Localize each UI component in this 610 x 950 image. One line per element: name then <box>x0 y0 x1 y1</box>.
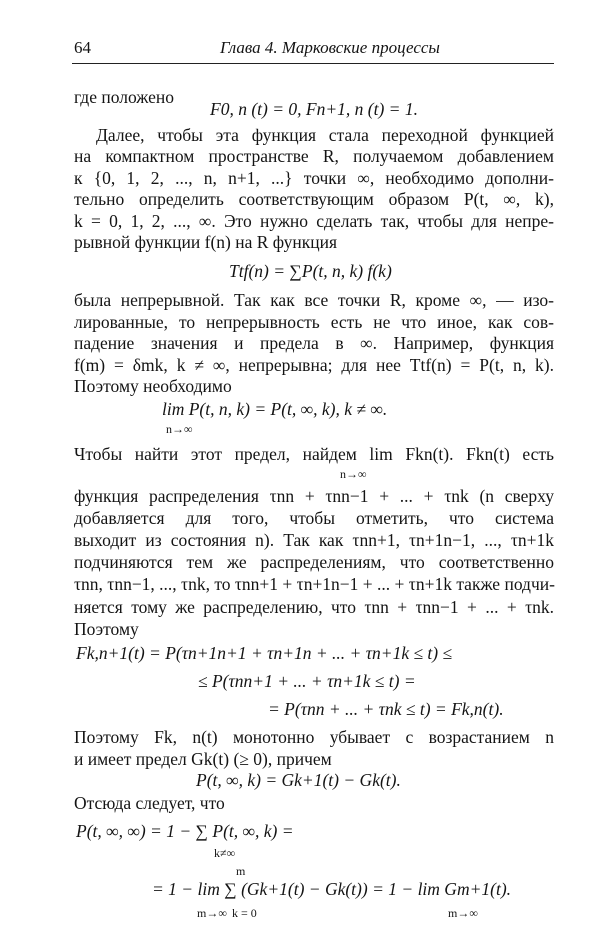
text-line: Поэтому <box>74 619 139 639</box>
formula-sum-index: k≠∞ <box>214 846 236 860</box>
page-number: 64 <box>74 38 91 57</box>
formula-limit: n→∞ <box>340 467 367 481</box>
text-line: Поэтому Fk, n(t) монотонно убывает с возрастанием n <box>74 727 554 747</box>
formula: F0, n (t) = 0, Fn+1, n (t) = 1. <box>210 99 418 119</box>
formula-sum-index: k = 0 <box>232 906 257 920</box>
text-line: няется тому же распределению, что τnn + τnn−1 + ... + τnk. <box>74 597 554 617</box>
header-rule <box>72 63 554 64</box>
text-line: где положено <box>74 87 175 107</box>
text-line: Далее, чтобы эта функция стала переходной функцией <box>96 125 554 145</box>
text-line: выходит из состояния n). Так как τnn+1, τn+1n−1, ..., τn+1k <box>74 530 554 550</box>
text-line: Чтобы найти этот предел, найдем lim Fkn(t). Fkn(t) есть <box>74 444 554 464</box>
formula: Ttf(n) = ∑P(t, n, k) f(k) <box>229 261 392 281</box>
text-line: на компактном пространстве R, получаемом добавлением <box>74 146 554 166</box>
text-line: Поэтому необходимо <box>74 376 232 396</box>
text-line: τnn, τnn−1, ..., τnk, то τnn+1 + τn+1n−1 + ... + τn+1k также подчи- <box>74 574 555 594</box>
formula: lim P(t, n, k) = P(t, ∞, k), k ≠ ∞. <box>162 399 388 419</box>
text-line: лированные, то непрерывность есть не что иное, как сов- <box>74 312 554 332</box>
text-line: к {0, 1, 2, ..., n, n+1, ...} точки ∞, необходимо дополни- <box>74 168 554 188</box>
formula: ≤ P(τnn+1 + ... + τn+1k ≤ t) = <box>198 671 416 691</box>
text-line: рывной функции f(n) на R функция <box>74 232 338 252</box>
formula-limit: m→∞ <box>448 906 478 920</box>
text-line: падение значения и предела в ∞. Например, функция <box>74 333 554 353</box>
formula: = 1 − lim ∑ (Gk+1(t) − Gk(t)) = 1 − lim Gm+1(t). <box>152 879 512 899</box>
formula: Fk,n+1(t) = P(τn+1n+1 + τn+1n + ... + τn+1k ≤ t) ≤ <box>76 643 453 663</box>
chapter-title: Глава 4. Марковские процессы <box>220 38 440 57</box>
text-line: подчиняются тем же распределениям, что соответственно <box>74 552 554 572</box>
text-line: и имеет предел Gk(t) (≥ 0), причем <box>74 749 332 769</box>
formula: P(t, ∞, k) = Gk+1(t) − Gk(t). <box>196 770 401 790</box>
running-header <box>74 38 552 62</box>
formula: P(t, ∞, ∞) = 1 − ∑ P(t, ∞, k) = <box>76 821 294 841</box>
text-line: k = 0, 1, 2, ..., ∞. Это нужно сделать так, чтобы для непре- <box>74 211 554 231</box>
formula-sum-upper: m <box>236 864 246 878</box>
formula-limit: n→∞ <box>166 422 193 436</box>
text-line: f(m) = δmk, k ≠ ∞, непрерывна; для нее Ttf(n) = P(t, n, k). <box>74 355 554 375</box>
text-line: была непрерывной. Так как все точки R, кроме ∞, — изо- <box>74 290 554 310</box>
text-line: тельно определить соответствующим образом P(t, ∞, k), <box>74 189 554 209</box>
formula: = P(τnn + ... + τnk ≤ t) = Fk,n(t). <box>268 699 504 719</box>
text-line: Отсюда следует, что <box>74 793 225 813</box>
text-line: добавляется для того, чтобы отметить, что система <box>74 508 554 528</box>
text-line: функция распределения τnn + τnn−1 + ... + τnk (n сверху <box>74 486 554 506</box>
formula-limit: m→∞ <box>197 906 227 920</box>
